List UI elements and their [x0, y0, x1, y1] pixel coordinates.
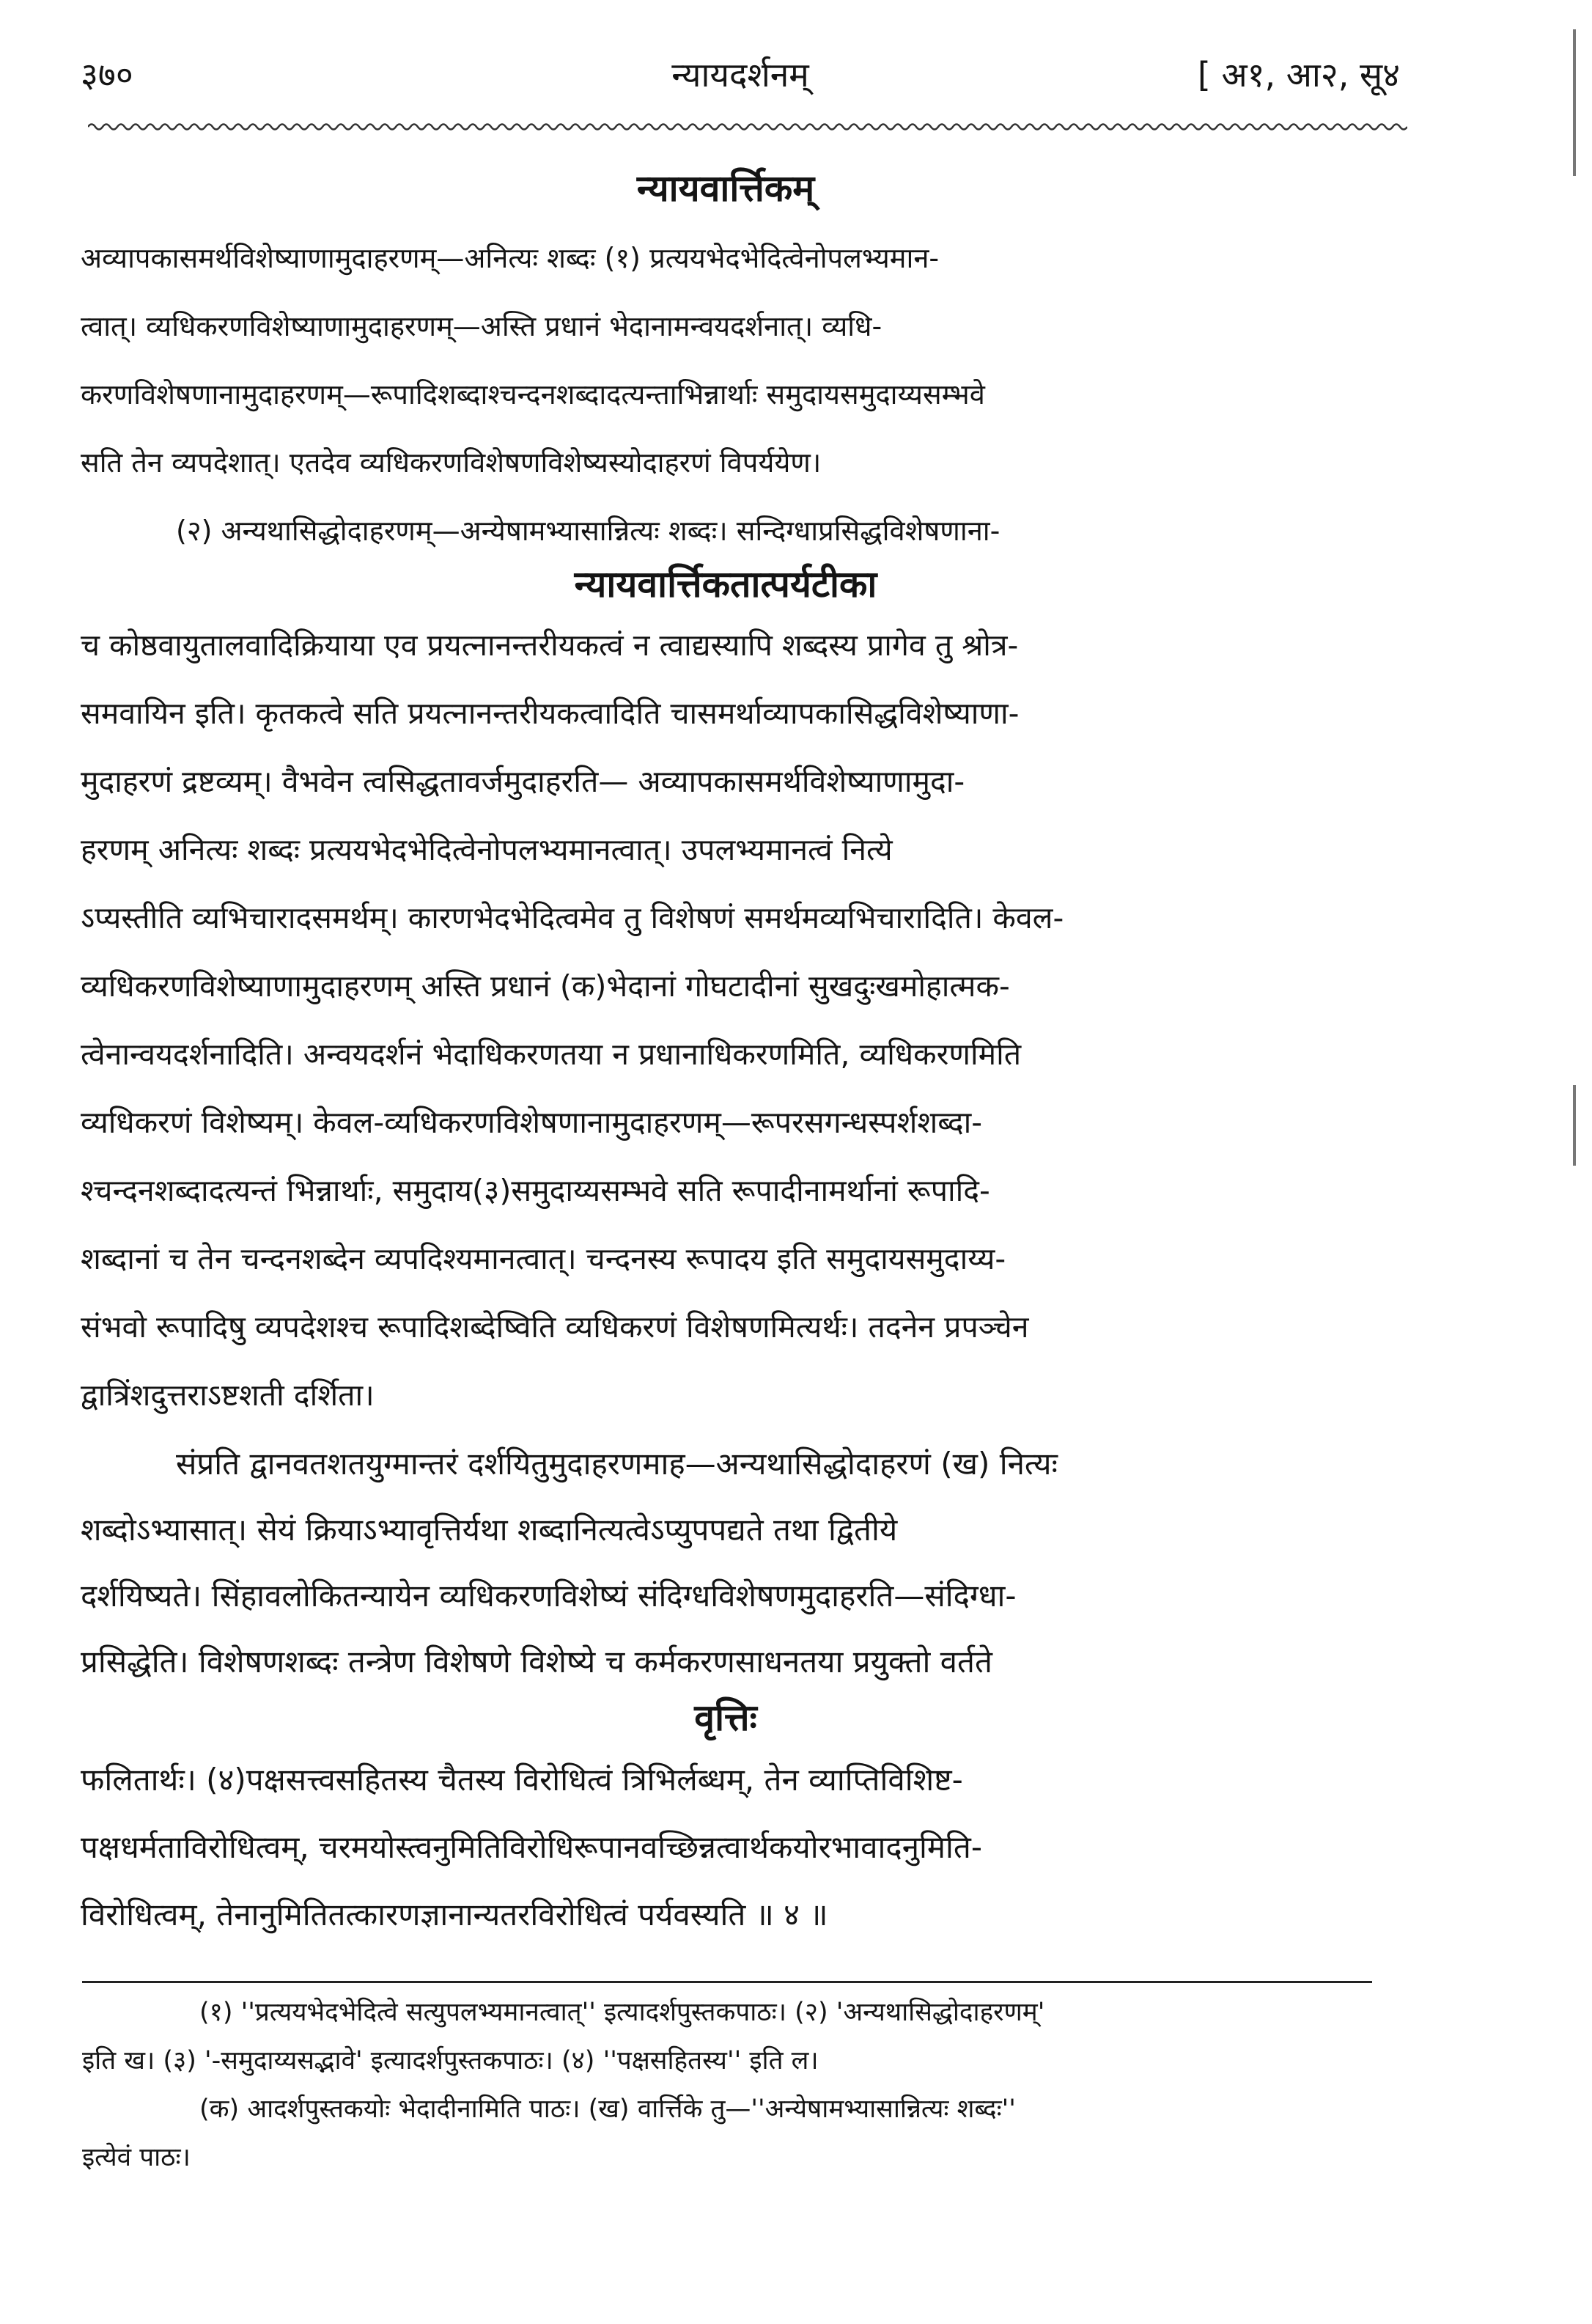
text-line: पक्षधर्मताविरोधित्वम्, चरमयोस्त्वनुमितिविरोधिरूपानवच्छिन्नत्वार्थकयोरभावादनुमिति-: [81, 1829, 982, 1865]
page-number: ३७०: [81, 55, 133, 95]
tika-text-para2: [81, 1431, 1378, 1695]
running-header: [81, 45, 1400, 104]
text-line: मुदाहरणं द्रष्टव्यम्। वैभवेन त्वसिद्धतावर्जमुदाहरति— अव्यापकासमर्थविशेष्याणामुदा-: [81, 764, 965, 799]
text-line: (२) अन्यथासिद्धोदाहरणम्—अन्येषामभ्यासान्नित्यः शब्दः। सन्दिग्धाप्रसिद्धविशेषणाना-: [176, 515, 1000, 547]
text-line: त्वात्। व्यधिकरणविशेष्याणामुदाहरणम्—अस्ति प्रधानं भेदानामन्वयदर्शनात्। व्यधि-: [81, 310, 882, 342]
text-line: अव्यापकासमर्थविशेष्याणामुदाहरणम्—अनित्यः शब्दः (१) प्रत्ययभेदभेदित्वेनोपलभ्यमान-: [81, 242, 940, 274]
text-line: श्चन्दनशब्दादत्यन्तं भिन्नार्थाः, समुदाय(३)समुदाय्यसम्भवे सति रूपादीनामर्थानां रूपादि-: [81, 1173, 990, 1208]
footnote-line: (१) ''प्रत्ययभेदभेदित्वे सत्युपलभ्यमानत्वात्'' इत्यादर्शपुस्तकपाठः। (२) 'अन्यथासिद्धोदाहरणम्': [199, 1998, 1045, 2027]
text-line: संप्रति द्वानवतशतयुग्मान्तरं दर्शयितुमुदाहरणमाह—अन्यथासिद्धोदाहरणं (ख) नित्यः: [176, 1446, 1058, 1482]
text-line: प्रसिद्धेति। विशेषणशब्दः तन्त्रेण विशेषणे विशेष्ये च कर्मकरणसाधनतया प्रयुक्तो वर्तते: [81, 1644, 992, 1680]
footnote-line: इति ख। (३) '-समुदाय्यसद्भावे' इत्यादर्शपुस्तकपाठः। (४) ''पक्षसहितस्य'' इति ल।: [82, 2046, 819, 2075]
header-wavy-rule: [88, 120, 1407, 133]
text-line: व्यधिकरणविशेष्याणामुदाहरणम् अस्ति प्रधानं (क)भेदानां गोघटादीनां सुखदुःखमोहात्मक-: [81, 968, 1010, 1004]
heading-tika: न्यायवार्त्तिकतात्पर्यटीका: [574, 563, 877, 606]
vritti-text: [81, 1746, 1378, 1949]
text-line: ऽप्यस्तीति व्यभिचारादसमर्थम्। कारणभेदभेदित्वमेव तु विशेषणं समर्थमव्यभिचारादिति। केवल-: [81, 900, 1064, 935]
text-line: दर्शयिष्यते। सिंहावलोकितन्यायेन व्यधिकरणविशेष्यं संदिग्धविशेषणमुदाहरति—संदिग्धा-: [81, 1578, 1017, 1614]
text-line: द्वात्रिंशदुत्तराऽष्टशती दर्शिता।: [81, 1378, 375, 1413]
text-line: हरणम् अनित्यः शब्दः प्रत्ययभेदभेदित्वेनोपलभ्यमानत्वात्। उपलभ्यमानत्वं नित्ये: [81, 832, 893, 867]
text-line: शब्दानां च तेन चन्दनशब्देन व्यपदिश्यमानत्वात्। चन्दनस्य रूपादय इति समुदायसमुदाय्य-: [81, 1241, 1006, 1276]
text-line: विरोधित्वम्, तेनानुमितितत्कारणज्ञानान्यतरविरोधित्वं पर्यवस्यति ॥ ४ ॥: [81, 1897, 828, 1933]
text-line: फलितार्थः। (४)पक्षसत्त्वसहितस्य चैतस्य विरोधित्वं त्रिभिर्लब्धम्, तेन व्याप्तिविशिष्ट-: [81, 1762, 963, 1798]
text-line: शब्दोऽभ्यासात्। सेयं क्रियाऽभ्यावृत्तिर्यथा शब्दानित्यत्वेऽप्युपपद्यते तथा द्वितीये: [81, 1512, 898, 1548]
text-line: संभवो रूपादिषु व्यपदेशश्च रूपादिशब्देष्विति व्यधिकरणं विशेषणमित्यर्थः। तदनेन प्रपञ्चेन: [81, 1309, 1029, 1345]
binding-edge-mark: [1573, 1085, 1576, 1166]
text-line: च कोष्ठवायुतालवादिक्रियाया एव प्रयत्नानन्तरीयकत्वं न त्वाद्यस्यापि शब्दस्य प्रागेव तु श्रोत्र-: [81, 628, 1019, 663]
binding-edge-mark: [1573, 29, 1576, 176]
text-line: समवायिन इति। कृतकत्वे सति प्रयत्नानन्तरीयकत्वादिति चासमर्थाव्यापकासिद्धविशेष्याणा-: [81, 696, 1020, 731]
text-line: सति तेन व्यपदेशात्। एतदेव व्यधिकरणविशेषणविशेष्यस्योदाहरणं विपर्ययेण।: [81, 446, 822, 479]
text-line: करणविशेषणानामुदाहरणम्—रूपादिशब्दाश्चन्दनशब्दादत्यन्ताभिन्नार्थाः समुदायसमुदाय्यसम्भवे: [81, 378, 985, 411]
footnote-line: इत्येवं पाठः।: [82, 2143, 191, 2172]
book-title: न्यायदर्शनम्: [671, 55, 809, 95]
text-line: व्यधिकरणं विशेष्यम्। केवल-व्यधिकरणविशेषणानामुदाहरणम्—रूपरसगन्धस्पर्शशब्दा-: [81, 1105, 983, 1140]
heading-vartika: न्यायवार्त्तिकम्: [636, 167, 815, 210]
text-line: त्वेनान्वयदर्शनादिति। अन्वयदर्शनं भेदाधिकरणतया न प्रधानाधिकरणमिति, व्यधिकरणमिति: [81, 1037, 1022, 1072]
heading-vritti: वृत्तिः: [694, 1696, 757, 1739]
footnotes: [82, 1988, 1372, 2182]
tika-text: [81, 611, 1378, 1430]
vartika-text: [81, 224, 1378, 565]
footnote-line: (क) आदर्शपुस्तकयोः भेदादीनामिति पाठः। (ख) वार्त्तिके तु—''अन्येषामभ्यासान्नित्यः शब्दः'': [199, 2095, 1016, 2124]
section-reference: [ अ१, आ२, सू४: [1197, 55, 1400, 95]
footnote-rule: [82, 1981, 1372, 1983]
